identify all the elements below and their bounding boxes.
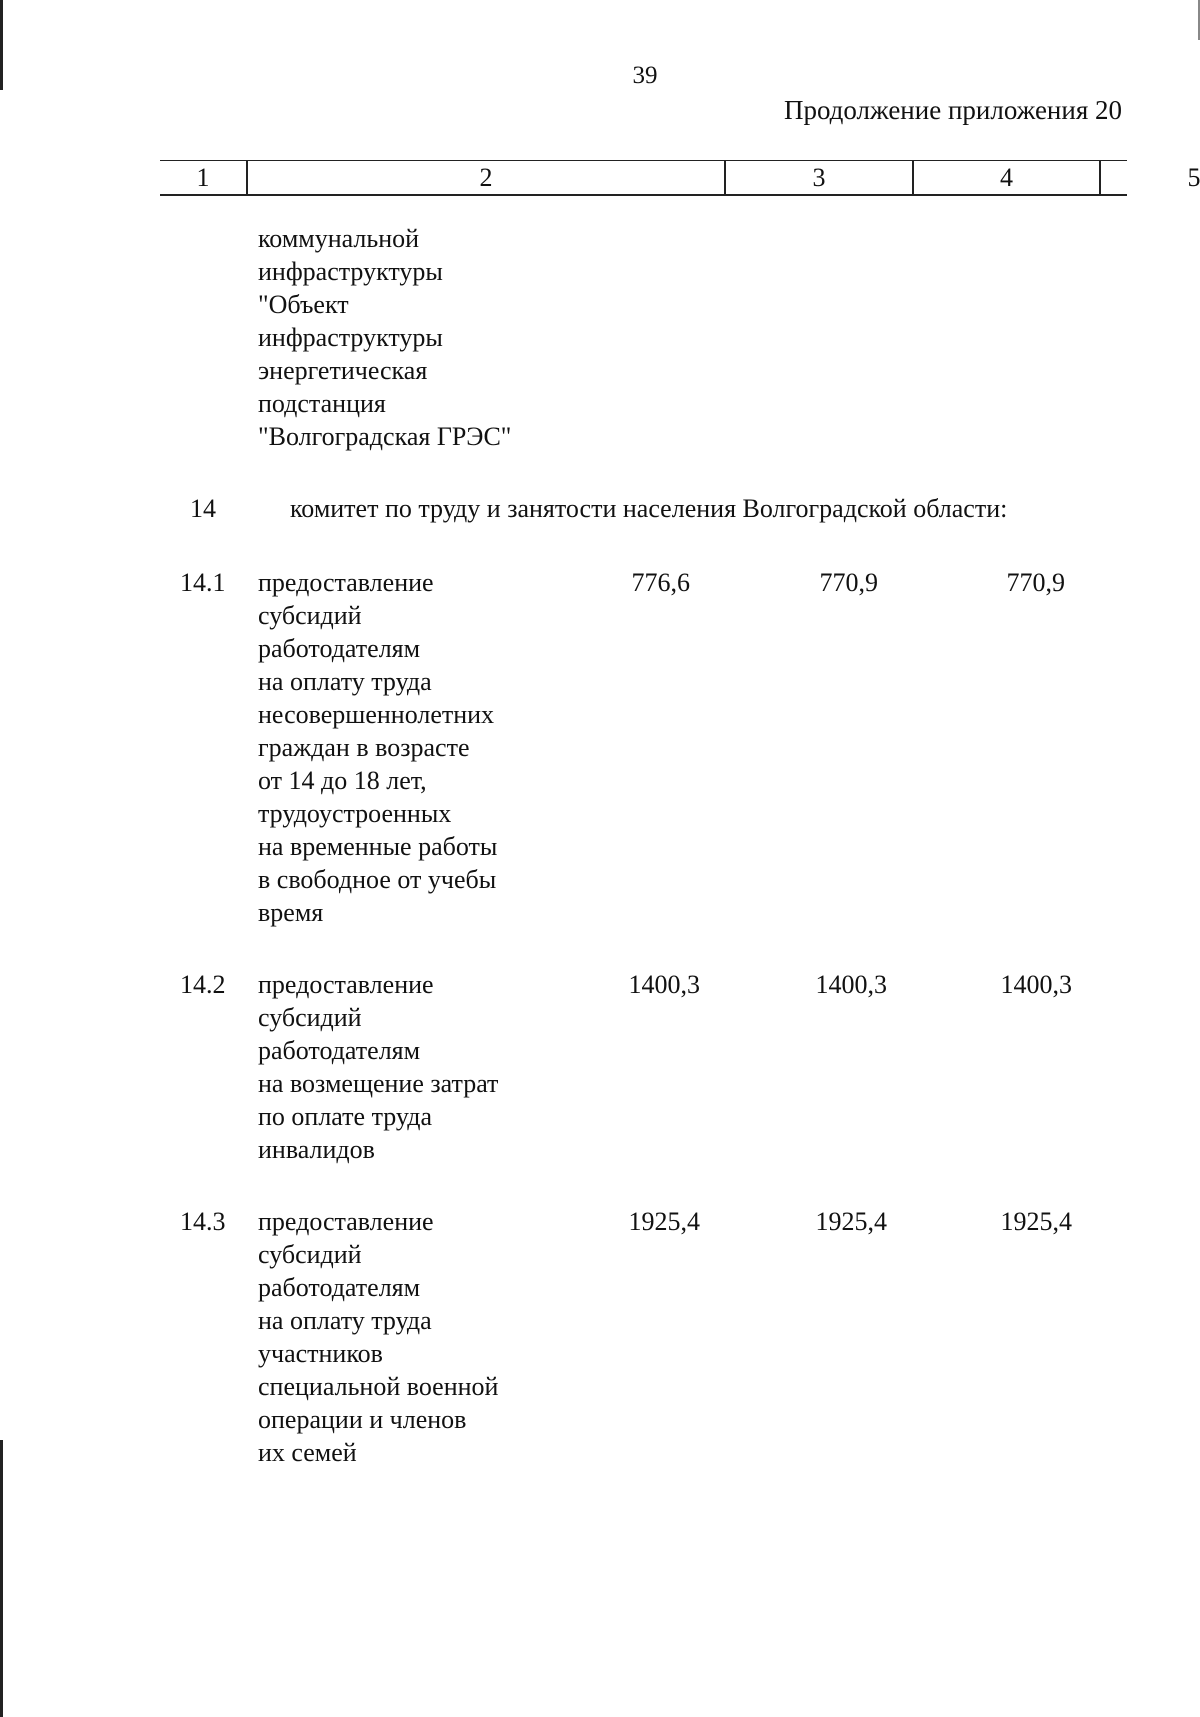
row-value-col4: 1925,4 [815, 1207, 887, 1236]
text-line: предоставление [258, 1207, 434, 1236]
page-number: 39 [632, 62, 658, 89]
row-description [258, 1205, 498, 1469]
text-line: трудоустроенных [258, 799, 452, 828]
text-line: работодателям [258, 1036, 421, 1065]
row-value-col5: 1400,3 [1000, 970, 1072, 999]
text-line: на временные работы [258, 832, 498, 861]
text-line: "Волгоградская ГРЭС" [258, 422, 512, 451]
text-line: субсидий [258, 1240, 362, 1269]
text-line: "Объект [258, 290, 349, 319]
text-line: их семей [258, 1438, 357, 1467]
text-line: субсидий [258, 1003, 362, 1032]
text-line: инфраструктуры [258, 323, 443, 352]
text-line: граждан в возрасте [258, 733, 470, 762]
text-line: инфраструктуры [258, 257, 443, 286]
text-line: в свободное от учебы [258, 865, 497, 894]
row-value-col5: 1925,4 [1000, 1207, 1072, 1236]
header-col-3: 3 [812, 163, 826, 192]
row-number: 14.1 [180, 568, 226, 597]
text-line: работодателям [258, 1273, 421, 1302]
text-line: участников [258, 1339, 383, 1368]
text-line: работодателям [258, 634, 421, 663]
header-col-5: 5 [1187, 163, 1200, 192]
text-line: по оплате труда [258, 1102, 433, 1131]
text-line: на возмещение затрат [258, 1069, 499, 1098]
text-line: инвалидов [258, 1135, 375, 1164]
text-line: несовершеннолетних [258, 700, 495, 729]
continuation-label: Продолжение приложения 20 [783, 95, 1122, 125]
row-value-col3: 1400,3 [628, 970, 700, 999]
row-number: 14.2 [180, 970, 226, 999]
text-line: предоставление [258, 568, 434, 597]
text-line: время [258, 898, 324, 927]
row-value-col4: 770,9 [819, 568, 878, 597]
row-description [258, 968, 498, 1166]
row-description [258, 566, 497, 929]
text-line: коммунальной [258, 224, 420, 253]
row-value-col5: 770,9 [1006, 568, 1065, 597]
continued-description [258, 222, 511, 453]
row-number: 14.3 [180, 1207, 226, 1236]
text-line: от 14 до 18 лет, [258, 766, 427, 795]
section-number: 14 [190, 494, 216, 523]
table-header [160, 160, 1200, 196]
text-line: предоставление [258, 970, 434, 999]
scan-edge-bottom [0, 1440, 3, 1717]
header-col-4: 4 [1000, 163, 1013, 192]
text-line: энергетическая [258, 356, 428, 385]
header-col-1: 1 [196, 163, 210, 192]
row-value-col3: 776,6 [631, 568, 690, 597]
row-value-col3: 1925,4 [628, 1207, 700, 1236]
text-line: на оплату труда [258, 667, 432, 696]
text-line: операции и членов [258, 1405, 467, 1434]
text-line: подстанция [258, 389, 386, 418]
text-line: специальной военной [258, 1372, 499, 1401]
text-line: на оплату труда [258, 1306, 432, 1335]
text-line: субсидий [258, 601, 362, 630]
header-col-2: 2 [479, 163, 493, 192]
section-title: комитет по труду и занятости населения Волгоградской области: [290, 494, 1008, 523]
row-value-col4: 1400,3 [815, 970, 887, 999]
